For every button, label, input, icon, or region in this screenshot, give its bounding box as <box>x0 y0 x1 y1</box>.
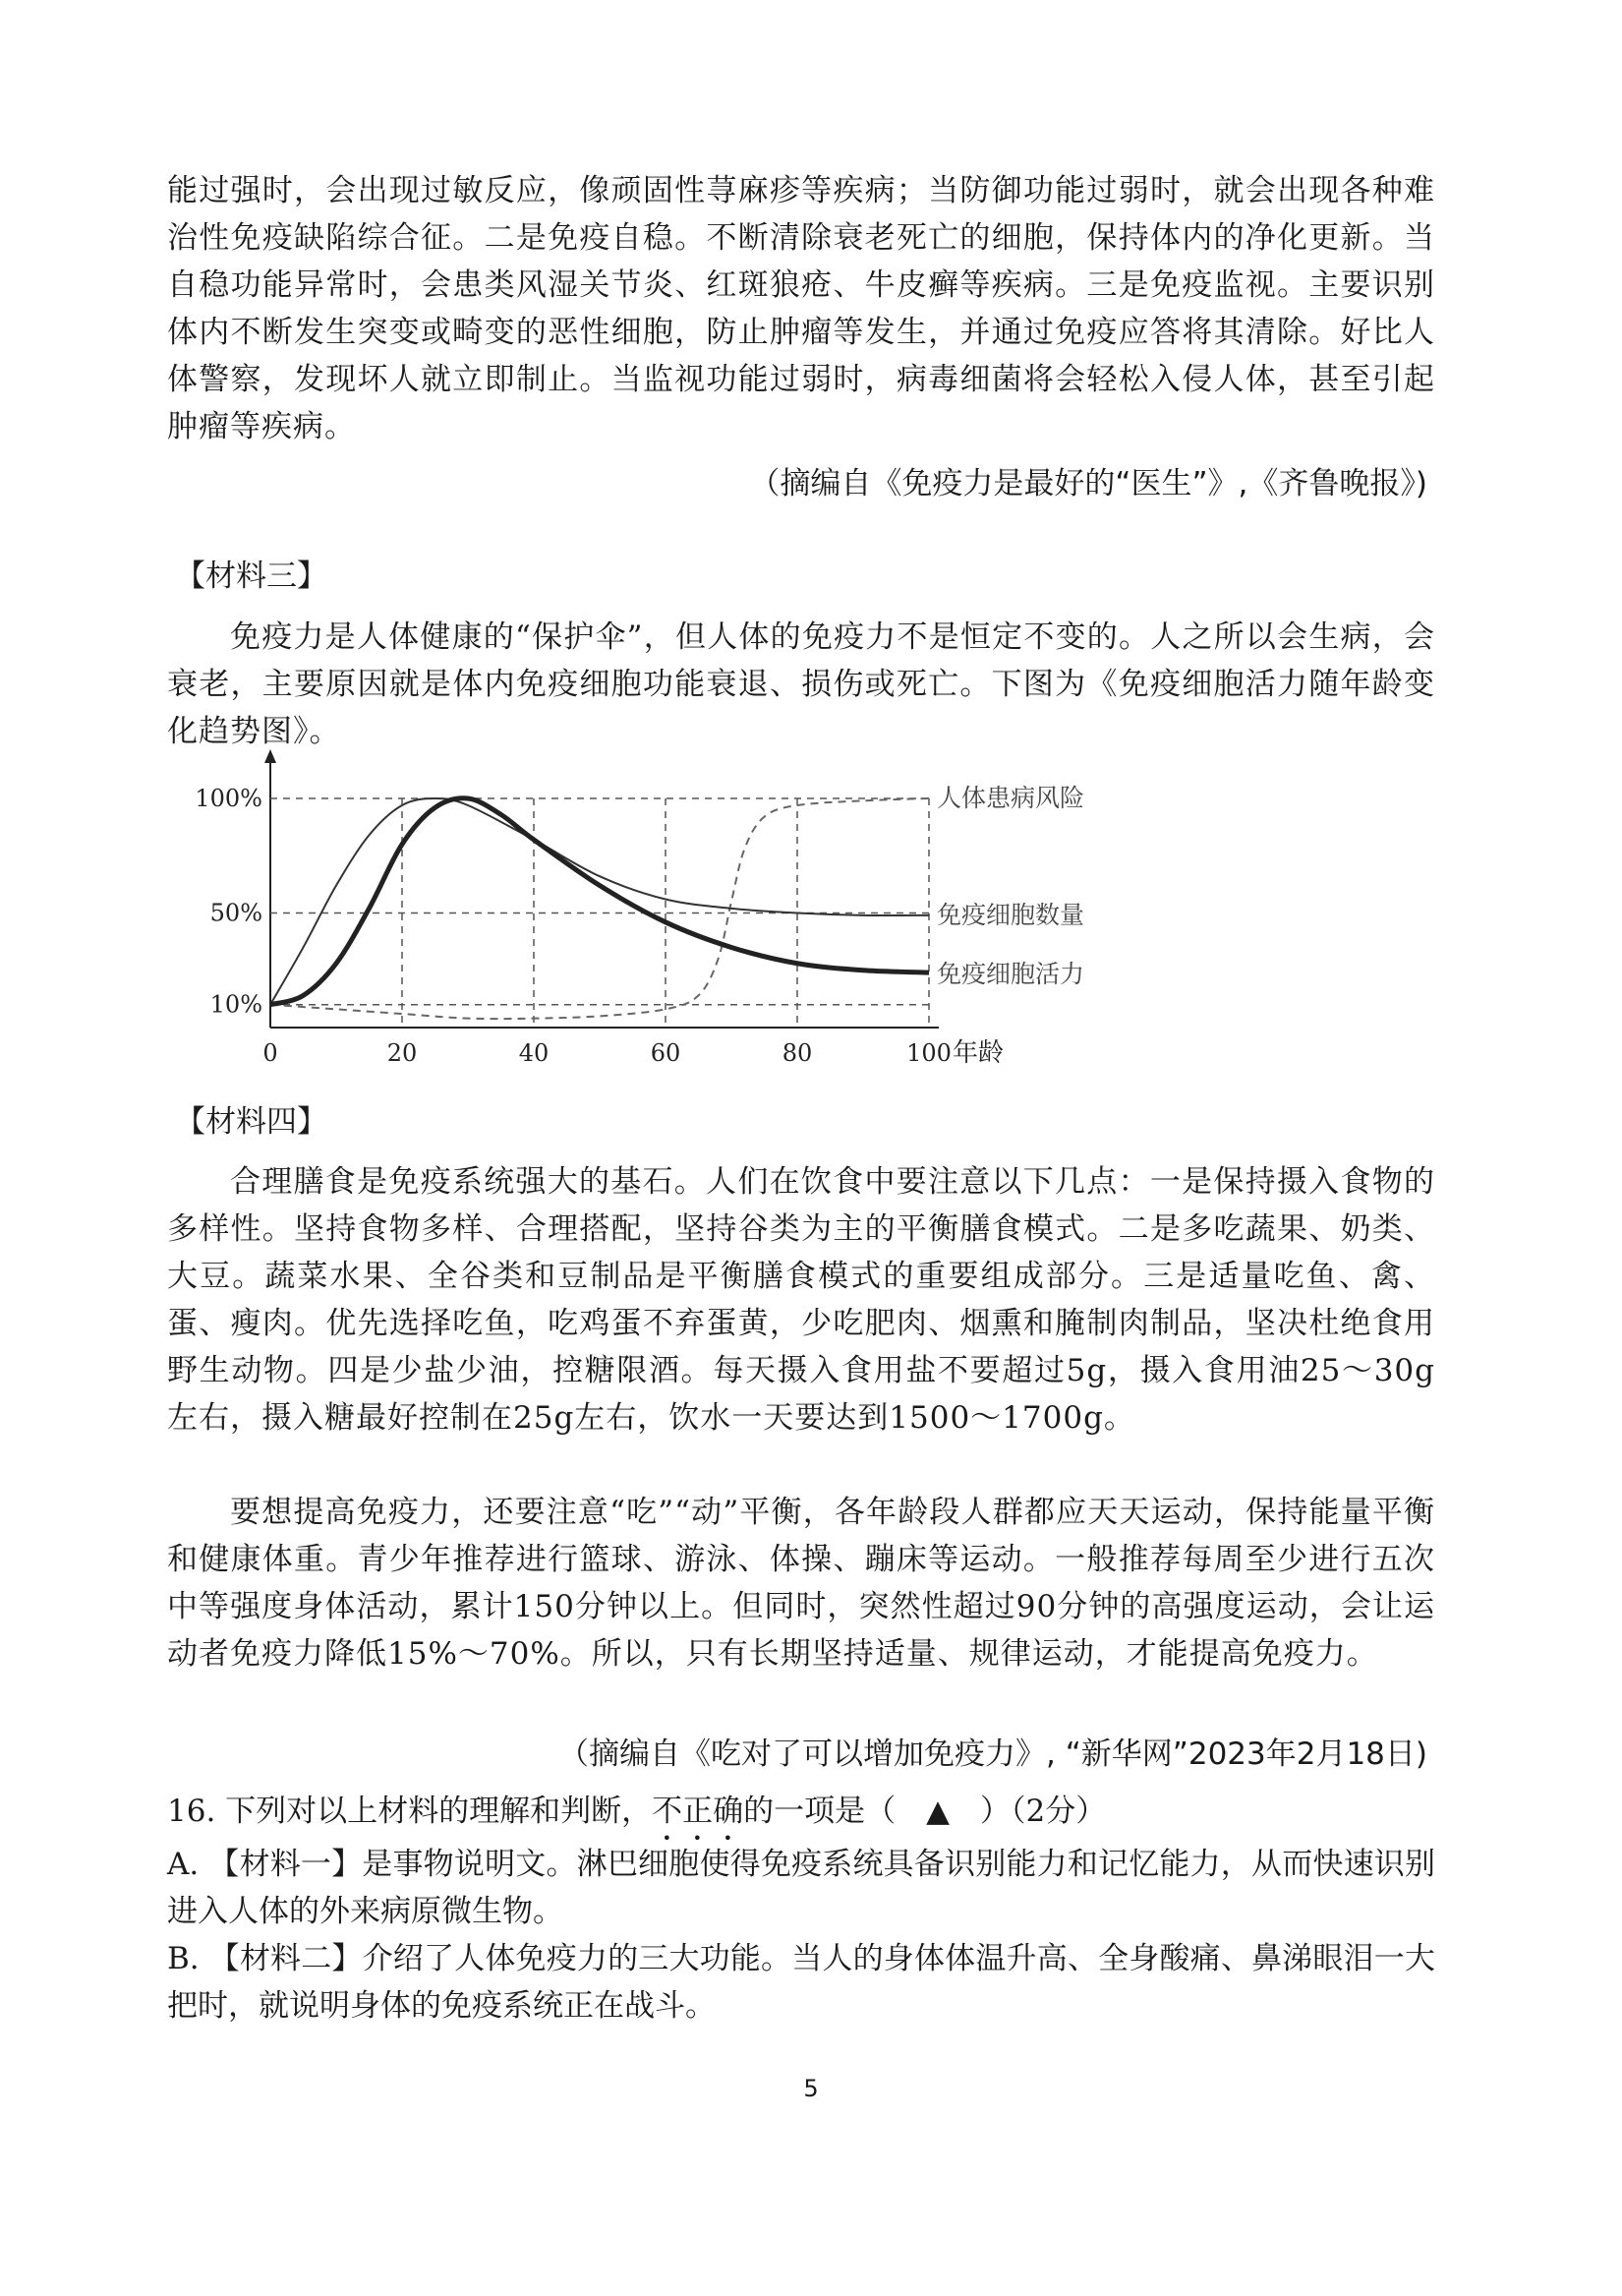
x-tick-label-1: 20 <box>386 1039 418 1067</box>
series-label-1: 免疫细胞数量 <box>937 900 1085 929</box>
x-tick-label-3: 60 <box>650 1039 681 1067</box>
material2-source: （摘编自《免疫力是最好的“医生”》,《齐鲁晚报》) <box>749 466 1427 501</box>
x-tick-label-5: 100 <box>906 1039 952 1067</box>
question-16-option-b[interactable]: B. 【材料二】介绍了人体免疫力的三大功能。当人的身体体温升高、全身酸痛、鼻涕眼泪一大把时，就说明身体的免疫系统正在战斗。 <box>167 1941 1435 2024</box>
series-line-2 <box>270 798 929 1005</box>
y-axis-arrow <box>264 749 276 763</box>
question-16-emphasis: 不正确 <box>652 1794 744 1829</box>
material3-paragraph: 免疫力是人体健康的“保护伞”，但人体的免疫力不是恒定不变的。人之所以会生病，会衰老，主要原因就是体内免疫细胞功能衰退、损伤或死亡。下图为《免疫细胞活力随年龄变化趋势图》。 <box>167 619 1435 749</box>
y-tick-label-2: 100% <box>195 785 262 812</box>
series-line-1 <box>270 798 929 1005</box>
x-axis-label: 年龄 <box>953 1038 1005 1068</box>
y-tick-label-0: 10% <box>209 990 262 1019</box>
material2-tail-paragraph: 能过强时，会出现过敏反应，像顽固性荨麻疹等疾病；当防御功能过弱时，就会出现各种难治性免疫缺陷综合征。二是免疫自稳。不断清除衰老死亡的细胞，保持体内的净化更新。当自稳功能异常时，会患类风湿关节炎、红斑狼疮、牛皮癣等疾病。三是免疫监视。主要识别体内不断发生突变或畸变的恶性细胞，防止肿瘤等发生，并通过免疫应答将其清除。好比人体警察，发现坏人就立即制止。当监视功能过弱时，病毒细菌将会轻松入侵人体，甚至引起肿瘤等疾病。 <box>167 173 1435 444</box>
page-number: 5 <box>803 2075 819 2102</box>
material3-heading: 【材料三】 <box>175 559 327 594</box>
series-label-2: 免疫细胞活力 <box>937 960 1085 989</box>
x-tick-label-4: 80 <box>782 1039 813 1067</box>
series-label-0: 人体患病风险 <box>937 784 1085 812</box>
x-tick-label-2: 40 <box>518 1039 550 1067</box>
y-tick-label-1: 50% <box>209 899 262 927</box>
question-16-stem <box>167 1788 1435 1848</box>
material4-source: （摘编自《吃对了可以增加免疫力》, “新华网”2023年2月18日) <box>558 1737 1427 1772</box>
question-16-option-a[interactable]: A. 【材料一】是事物说明文。淋巴细胞使得免疫系统具备识别能力和记忆能力，从而快速识别进入人体的外来病原微生物。 <box>167 1847 1435 1929</box>
material4-paragraph-1: 合理膳食是免疫系统强大的基石。人们在饮食中要注意以下几点：一是保持摄入食物的多样性。坚持食物多样、合理搭配，坚持谷类为主的平衡膳食模式。二是多吃蔬果、奶类、大豆。蔬菜水果、全谷类和豆制品是平衡膳食模式的重要组成部分。三是适量吃鱼、禽、蛋、瘦肉。优先选择吃鱼，吃鸡蛋不弃蛋黄，少吃肥肉、烟熏和腌制肉制品，坚决杜绝食用野生动物。四是少盐少油，控糖限酒。每天摄入食用盐不要超过5g，摄入食用油25～30g左右，摄入糖最好控制在25g左右，饮水一天要达到1500～1700g。 <box>167 1164 1435 1436</box>
x-tick-label-0: 0 <box>262 1039 278 1067</box>
material4-paragraph-2: 要想提高免疫力，还要注意“吃”“动”平衡，各年龄段人群都应天天运动，保持能量平衡和健康体重。青少年推荐进行篮球、游泳、体操、蹦床等运动。一般推荐每周至少进行五次中等强度身体活动，累计150分钟以上。但同时，突然性超过90分钟的高强度运动，会让运动者免疫力降低15%～70%。所以，只有长期坚持适量、规律运动，才能提高免疫力。 <box>167 1495 1435 1672</box>
material4-heading: 【材料四】 <box>175 1104 327 1140</box>
question-16-prefix: 16. 下列对以上材料的理解和判断， <box>167 1794 653 1829</box>
immune-age-chart <box>167 747 1150 1072</box>
question-16-suffix: 的一项是（ ▲ ）（2分） <box>743 1794 1107 1829</box>
